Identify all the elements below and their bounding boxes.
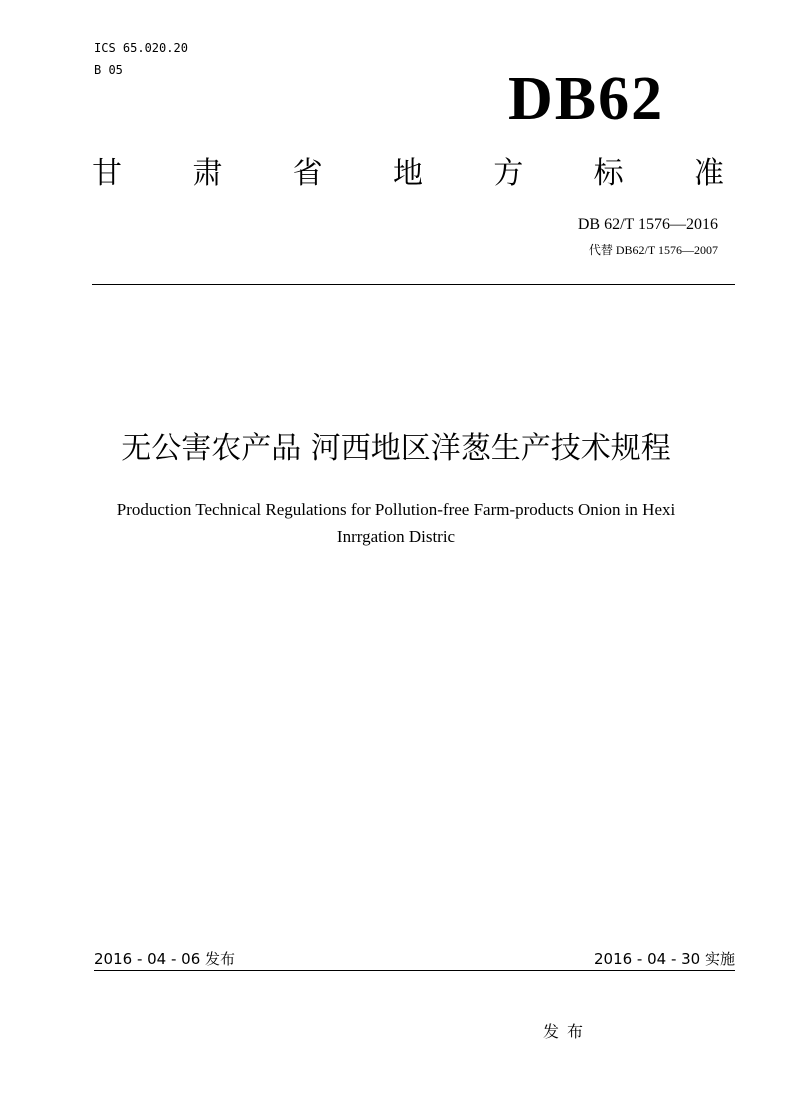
db-logo: DB62	[508, 65, 665, 133]
ics-code: ICS 65.020.20	[94, 41, 188, 55]
standard-type-char: 地	[392, 156, 423, 191]
title-english-line: Production Technical Regulations for Pollution-free Farm-products Onion in Hexi	[116, 500, 676, 519]
standard-type-char: 准	[693, 156, 724, 191]
issue-date: 2016 - 04 - 06 发布	[94, 950, 236, 968]
implementation-date: 2016 - 04 - 30 实施	[593, 950, 735, 968]
standard-type-char: 方	[493, 156, 524, 191]
title-chinese: 无公害农产品 河西地区洋葱生产技术规程	[121, 431, 671, 466]
header-divider	[92, 284, 735, 285]
standard-type-char: 甘	[92, 156, 122, 191]
replaces-note: 代替 DB62/T 1576—2007	[588, 243, 718, 257]
standard-type-char: 省	[292, 156, 323, 191]
standard-number: DB 62/T 1576—2016	[577, 216, 718, 233]
title-english	[70, 496, 722, 550]
footer-divider	[94, 970, 735, 971]
standard-type-char: 肃	[192, 156, 223, 191]
title-english-line: Inrrgation Distric	[336, 527, 456, 546]
publisher: 发布	[543, 1022, 592, 1041]
standard-type	[92, 154, 724, 194]
ccs-code: B 05	[94, 63, 123, 77]
standard-type-char: 标	[593, 156, 624, 191]
